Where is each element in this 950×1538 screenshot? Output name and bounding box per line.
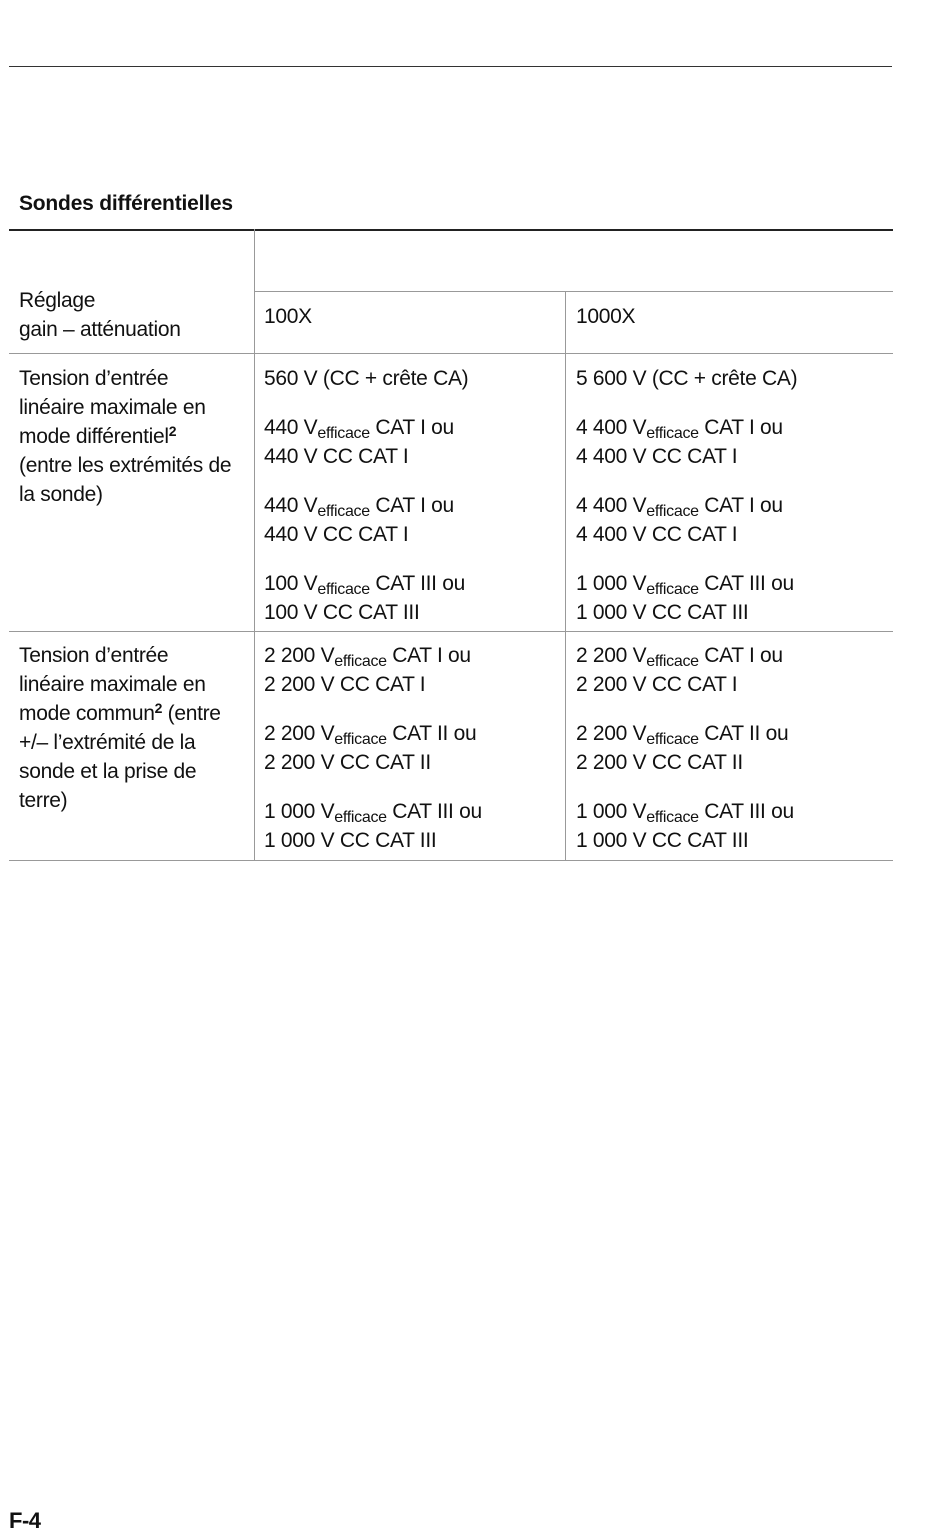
rating-entry: 2 200 $V_{efficace}$ CAT I ou 2 200 V CC CAT I xyxy=(264,644,471,696)
rating-entry: 4 400 $V_{efficace}$ CAT I ou 4 400 V CC CAT I xyxy=(576,416,783,468)
rating-entry: 440 $V_{efficace}$ CAT I ou 440 V CC CAT I xyxy=(264,416,454,468)
rating-entry: 100 $V_{efficace}$ CAT III ou 100 V CC CAT III xyxy=(264,572,465,624)
header-bottom-rule xyxy=(9,353,893,354)
differential-100x-values xyxy=(264,364,468,627)
rating-entry: 5 600 V (CC + crête CA) xyxy=(576,367,798,390)
rating-entry: 1 000 $V_{efficace}$ CAT III ou 1 000 V CC CAT III xyxy=(576,800,794,852)
setting-label-line1: Réglage xyxy=(19,289,96,312)
row-label-common-mode: Tension d’entrée linéaire maximale en mode commun$^2$ (entre +/– l’extrémité de la sonde et la prise de terre) xyxy=(19,644,221,812)
column-divider-1 xyxy=(254,229,255,861)
top-rule xyxy=(9,66,892,67)
column-divider-2 xyxy=(565,291,566,861)
setting-label-line2: gain – atténuation xyxy=(19,318,181,341)
differential-1000x-values xyxy=(576,364,797,627)
section-title: Sondes différentielles xyxy=(19,192,233,215)
common-mode-100x-values xyxy=(264,641,482,855)
rating-entry: 1 000 $V_{efficace}$ CAT III ou 1 000 V CC CAT III xyxy=(576,572,794,624)
column-header-1000x: 1000X xyxy=(576,305,636,328)
rating-entry: 2 200 $V_{efficace}$ CAT II ou 2 200 V CC CAT II xyxy=(576,722,789,774)
column-header-100x: 100X xyxy=(264,305,312,328)
header-divider-rule xyxy=(254,291,893,292)
common-mode-1000x-values xyxy=(576,641,794,855)
setting-label xyxy=(19,286,181,344)
footnote-ref: 2 xyxy=(168,423,177,439)
rating-entry: 440 $V_{efficace}$ CAT I ou 440 V CC CAT I xyxy=(264,494,454,546)
rating-entry: 4 400 $V_{efficace}$ CAT I ou 4 400 V CC CAT I xyxy=(576,494,783,546)
table-bottom-rule xyxy=(9,860,893,861)
page-number: F-4 xyxy=(9,1508,41,1533)
row-divider-rule xyxy=(9,631,893,632)
footnote-ref: 2 xyxy=(154,700,163,716)
table-top-rule xyxy=(9,229,893,231)
rating-entry: 1 000 $V_{efficace}$ CAT III ou 1 000 V CC CAT III xyxy=(264,800,482,852)
rating-entry: 560 V (CC + crête CA) xyxy=(264,367,469,390)
rating-entry: 2 200 $V_{efficace}$ CAT II ou 2 200 V CC CAT II xyxy=(264,722,477,774)
row-label-differential: Tension d’entrée linéaire maximale en mode différentiel$^2$ (entre les extrémités de la sonde) xyxy=(19,367,232,506)
rating-entry: 2 200 $V_{efficace}$ CAT I ou 2 200 V CC CAT I xyxy=(576,644,783,696)
